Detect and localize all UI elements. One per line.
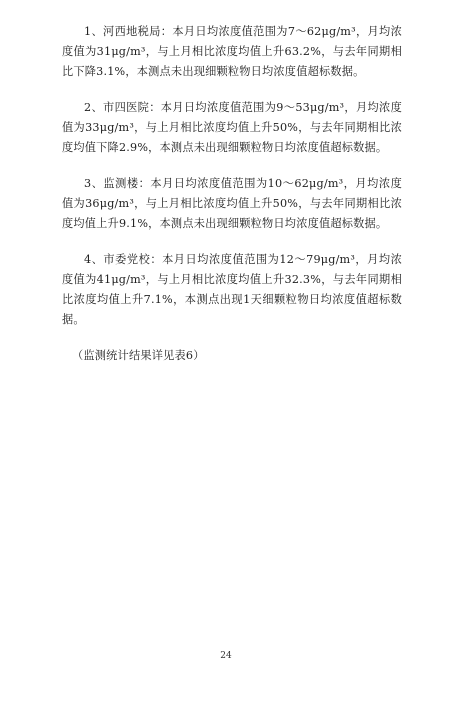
paragraph-city-fourth-hospital: 2、市四医院：本月日均浓度值范围为9～53μg/m³，月均浓度值为33μg/m³，与上月相比浓度均值上升50%，与去年同期相比浓度均值下降2.9%，本测点未出现细颗粒物日均浓度值超标数据。 — [62, 101, 402, 154]
paragraph-monitoring-building: 3、监测楼：本月日均浓度值范围为10～62μg/m³，月均浓度值为36μg/m³，与上月相比浓度均值上升50%，与去年同期相比浓度均值上升9.1%，本测点未出现细颗粒物日均浓度值超标数据。 — [62, 177, 402, 230]
table-reference-note: （监测统计结果详见表6） — [72, 349, 205, 362]
document-body — [62, 22, 402, 366]
paragraph-hexi-tax-bureau: 1、河西地税局：本月日均浓度值范围为7～62μg/m³，月均浓度值为31μg/m³，与上月相比浓度均值上升63.2%，与去年同期相比下降3.1%，本测点未出现细颗粒物日均浓度值超标数据。 — [62, 25, 402, 78]
paragraph-party-school: 4、市委党校：本月日均浓度值范围为12～79μg/m³，月均浓度值为41μg/m³，与上月相比浓度均值上升32.3%，与去年同期相比浓度均值上升7.1%，本测点出现1天细颗粒物日均浓度值超标数据。 — [62, 253, 402, 326]
page-number: 24 — [220, 651, 232, 661]
